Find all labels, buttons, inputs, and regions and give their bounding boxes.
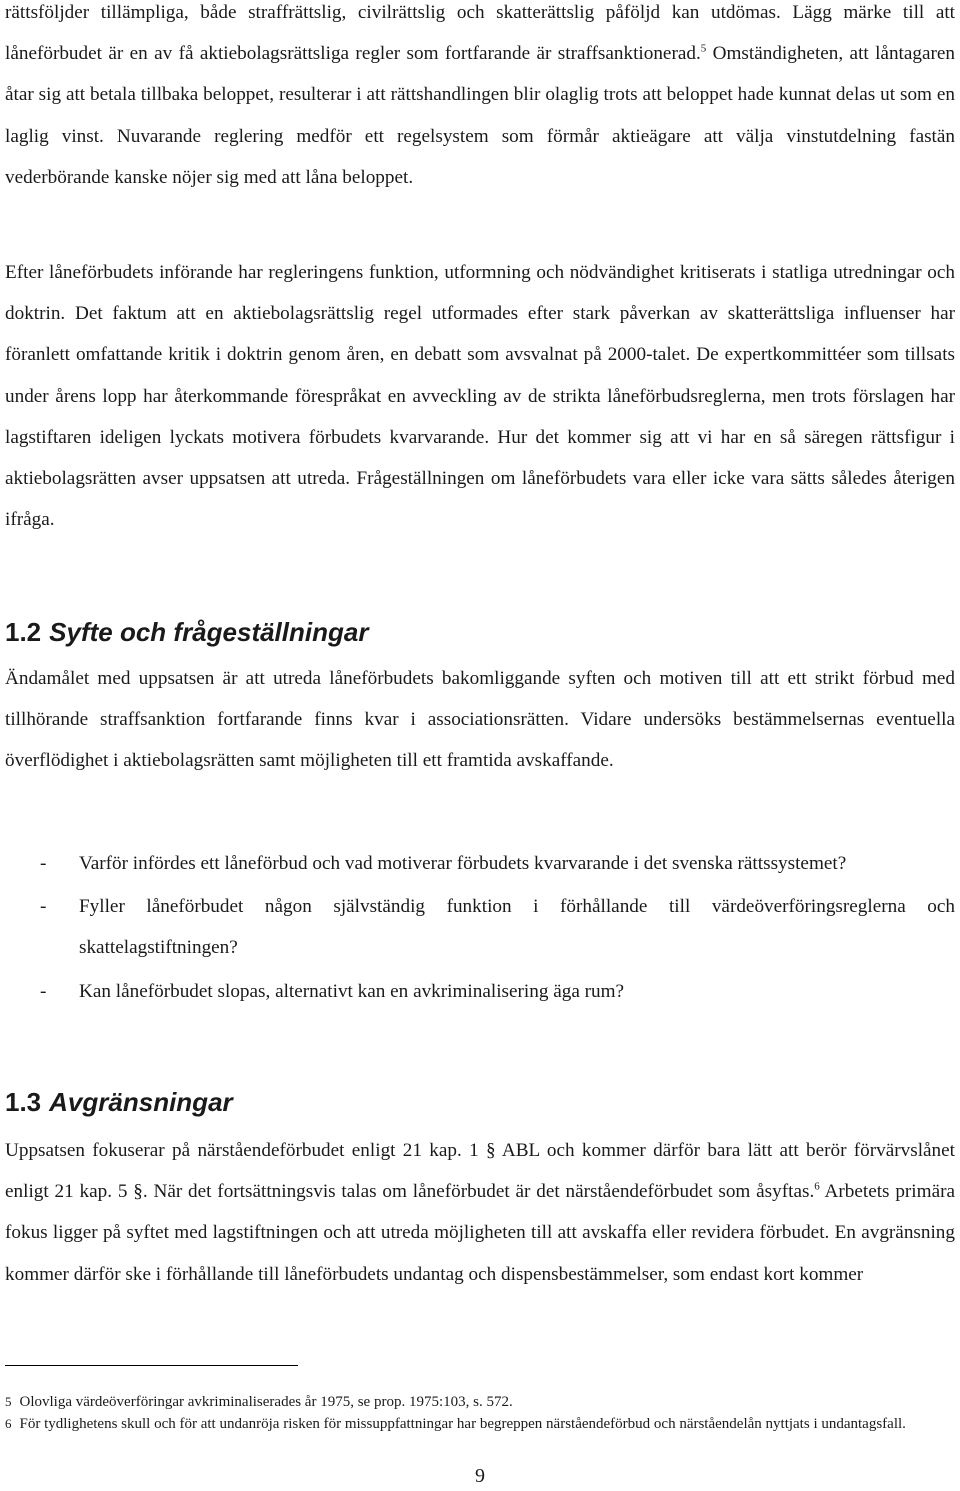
footnote-text: För tydlighetens skull och för att undanröja risken för missuppfattningar har begreppen närståendeförbud och närståendelån nyttjats i undantagsfall. bbox=[19, 1416, 906, 1432]
body-paragraph: Ändamålet med uppsatsen är att utreda låneförbudets bakomliggande syften och motiven till att ett strikt förbud med tillhörande straffsanktion fortfarande finns kvar i associationsrätten. Vidare undersöks bestämmelsernas eventuella överflödighet i aktiebolagsrätten samt möjligheten till ett framtida avskaffande. bbox=[5, 668, 955, 772]
list-bullet: - bbox=[40, 853, 47, 874]
paragraph-text: rättsföljder tillämpliga, både straffrättslig, civilrättslig och skatterättslig påföljd kan utdömas. Lägg märke till att låneförbudet är en av få aktiebolagsrättsliga regler som fortfarande är straffsanktionerad. bbox=[5, 2, 955, 65]
footnote-number: 5 bbox=[5, 1394, 12, 1409]
research-questions-list bbox=[5, 843, 955, 1014]
paragraph-text: Uppsatsen fokuserar på närståendeförbudet enligt 21 kap. 1 § ABL och kommer därför bara lätt att berör förvärvslånet enligt 21 kap. 5 §. När det fortsättningsvis talas om låneförbudet är det närståendeförbudet som åsyftas. bbox=[5, 1140, 955, 1203]
footnote-text: Olovliga värdeöverföringar avkriminaliserades år 1975, se prop. 1975:103, s. 572. bbox=[19, 1394, 513, 1410]
list-bullet: - bbox=[40, 896, 47, 918]
section-title: Syfte och frågeställningar bbox=[49, 617, 369, 647]
body-paragraph bbox=[5, 0, 955, 198]
footnote-separator bbox=[5, 1365, 298, 1366]
section-heading-limitations bbox=[5, 1087, 233, 1117]
paragraph-text: Omständigheten, att låntagaren åtar sig att betala tillbaka beloppet, resulterar i att rättshandlingen blir olaglig trots att beloppet hade kunnat delas ut som en laglig vinst. Nuvarande reglering medför ett regelsystem som förmår aktieägare att välja vinstutdelning fastän vederbörande kanske nöjer sig med att låna beloppet. bbox=[5, 43, 956, 188]
list-item bbox=[5, 971, 955, 1012]
body-paragraph bbox=[5, 1130, 955, 1295]
list-item-text: Fyller låneförbudet någon självständig funktion i förhållande till värdeöverföringsreglerna och skattelagstiftningen? bbox=[79, 896, 955, 959]
footnote-number: 6 bbox=[5, 1416, 12, 1431]
list-item-text: Varför infördes ett låneförbud och vad motiverar förbudets kvarvarande i det svenska rättssystemet? bbox=[79, 853, 847, 874]
list-bullet: - bbox=[40, 980, 47, 1002]
footnote-reference: 6 bbox=[814, 1180, 820, 1193]
footnote bbox=[5, 1391, 955, 1413]
footnotes bbox=[5, 1391, 955, 1435]
footnote bbox=[5, 1413, 955, 1435]
page-number: 9 bbox=[475, 1465, 485, 1487]
list-item bbox=[5, 886, 955, 968]
section-title: Avgränsningar bbox=[49, 1087, 233, 1117]
list-item bbox=[5, 843, 955, 884]
paragraph-text: Arbetets primära fokus ligger på syftet med lagstiftningen och att utreda möjligheten till att avskaffa eller revidera förbudet. En avgränsning kommer därför ske i förhållande till låneförbudets undantag och dispensbestämmelser, som endast kort kommer bbox=[5, 1181, 955, 1285]
footnote-reference: 5 bbox=[700, 42, 707, 55]
section-number: 1.2 bbox=[5, 617, 42, 647]
list-item-text: Kan låneförbudet slopas, alternativt kan en avkriminalisering äga rum? bbox=[79, 980, 625, 1002]
section-heading-purpose bbox=[5, 617, 368, 647]
section-number: 1.3 bbox=[5, 1087, 42, 1117]
body-paragraph: Efter låneförbudets införande har regleringens funktion, utformning och nödvändighet kritiserats i statliga utredningar och doktrin. Det faktum att en aktiebolagsrättslig regel utformades efter stark påverkan av skatterättsliga influenser har föranlett omfattande kritik i doktrin genom åren, en debatt som avsvalnat på 2000-talet. De expertkommittéer som tillsats under årens lopp har återkommande förespråkat en avveckling av de strikta låneförbudsreglerna, men trots förslagen har lagstiftaren ideligen lyckats motivera förbudets kvarvarande. Hur det kommer sig att vi har en så säregen rättsfigur i aktiebolagsrätten avser uppsatsen att utreda. Frågeställningen om låneförbudets vara eller icke vara sätts således återigen ifråga. bbox=[5, 262, 955, 531]
